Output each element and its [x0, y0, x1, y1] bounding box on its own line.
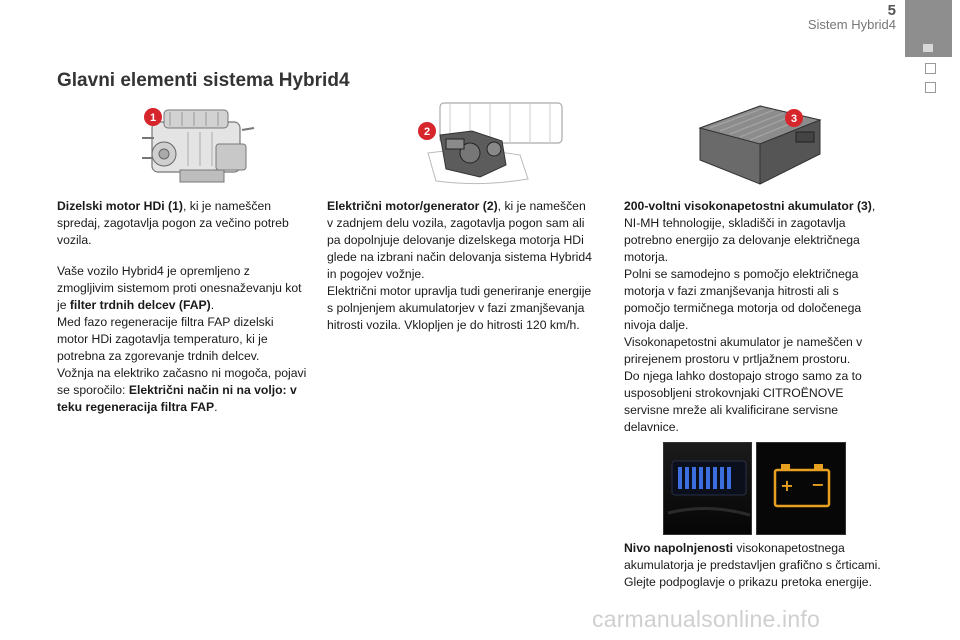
- charge-gauge-graphic: [664, 443, 752, 535]
- corner-tab: [905, 0, 952, 57]
- page-number: 5: [887, 2, 896, 19]
- electric-motor-generation-text: Električni motor upravlja tudi generiranje energije s polnjenjem akumulatorjev v fazi zmanjševanja hitrosti vozila. Vklopljen je do hitrosti 120 km/h.: [327, 284, 592, 332]
- charge-level-text: [624, 540, 892, 591]
- hv-battery-charging-text: Polni se samodejno s pomočjo električnega motorja v fazi zmanjševanja hitrosti ali s pomočjo termičnega motorja od določenega nivoja dalje.: [624, 267, 862, 332]
- electric-mode-intro: Vožnja na elektriko začasno ni mogoča, pojavi se sporočilo:: [57, 366, 307, 397]
- electric-motor-text: [327, 198, 593, 334]
- page-title: Glavni elementi sistema Hybrid4: [57, 70, 350, 91]
- electric-motor-illustration: [410, 95, 570, 190]
- electric-motor-description: , ki je nameščen v zadnjem delu vozila, zagotavlja pogon sam ali pa dopolnjuje delovanje dizelskega motorja HDi glede na izbrani način delovanja sistema Hybrid4 in pogojev vožnje.: [327, 199, 592, 281]
- callout-3-number: 3: [790, 113, 798, 125]
- hv-battery-text: [624, 198, 886, 436]
- battery-plus-sign: +: [780, 476, 794, 495]
- fap-intro: Vaše vozilo Hybrid4 je opremljeno z zmogljivim sistemom proti onesnaževanju kot je: [57, 264, 302, 312]
- charge-level-term: Nivo napolnjenosti: [624, 541, 734, 555]
- energy-flow-reference: Glejte podpoglavje o prikazu pretoka energije.: [624, 575, 872, 589]
- hv-battery-description: , NI-MH tehnologije, skladišči in zagotavlja potrebno energijo za delovanje električnega motorja.: [624, 199, 876, 264]
- fap-period: .: [210, 298, 215, 312]
- watermark: carmanualsonline.info: [592, 606, 820, 632]
- electric-motor-paragraph: [327, 198, 593, 334]
- nav-square-2: [925, 82, 936, 93]
- hv-battery-illustration: [690, 100, 830, 192]
- nav-square-1: [925, 63, 936, 74]
- charge-gauge-photo: [663, 442, 752, 535]
- hv-battery-term: 200-voltni visokonapetostni akumulator (3): [624, 199, 872, 213]
- hv-battery-access-text: Do njega lahko dostopajo strogo samo za to usposobljeni strokovnjaki CITROËNOVE servisne mreže ali kvalificirane servisne delavnice.: [624, 369, 862, 434]
- battery-icon: [757, 443, 846, 535]
- corner-square: [923, 44, 933, 52]
- fap-regeneration-text: Med fazo regeneracije filtra FAP dizelski motor HDi zagotavlja temperaturo, ki je potrebna za zgorevanje trdnih delcev.: [57, 315, 274, 363]
- hv-battery-paragraph: [624, 198, 886, 436]
- electric-motor-term: Električni motor/generator (2): [327, 199, 498, 213]
- battery-indicator-photo: [756, 442, 846, 535]
- electric-mode-message: Električni način ni na voljo: v teku regeneracija filtra FAP: [57, 383, 297, 414]
- battery-minus-sign: −: [811, 475, 825, 494]
- diesel-engine-text: [57, 198, 307, 416]
- callout-2-number: 2: [423, 126, 431, 138]
- charge-level-paragraph: [624, 540, 892, 591]
- hv-battery-location-text: Visokonapetostni akumulator je nameščen v prirejenem prostoru v prtljažnem prostoru.: [624, 335, 863, 366]
- charge-level-description: visokonapetostnega akumulatorja je predstavljen grafično s črticami.: [624, 541, 881, 572]
- diesel-engine-paragraph: [57, 198, 307, 249]
- fap-term: filter trdnih delcev (FAP): [69, 298, 211, 312]
- electric-mode-period: .: [214, 400, 218, 414]
- diesel-engine-illustration: [130, 100, 260, 192]
- diesel-engine-description: , ki je nameščen spredaj, zagotavlja pogon za večino potreb vozila.: [57, 199, 289, 247]
- diesel-engine-term: Dizelski motor HDi (1): [57, 199, 183, 213]
- callout-1-number: 1: [149, 112, 157, 124]
- section-title: Sistem Hybrid4: [807, 17, 896, 32]
- fap-paragraph: [57, 263, 307, 416]
